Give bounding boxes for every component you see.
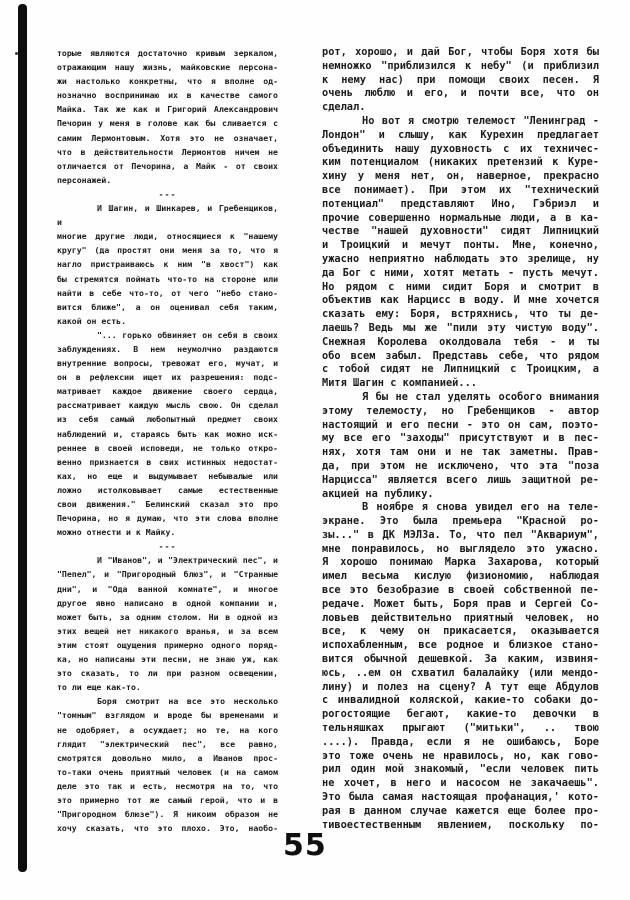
text-line: да, при этом не исключено, что эта "поза [322,459,599,472]
text-line: смотрятся довольно мило, а Иванов прос- [57,752,278,763]
text-line: сказать ему: Боря, встряхнись, что ты де- [322,308,599,321]
text-line: матривает каждое движение своего сердца, [57,386,278,397]
text-line: этим стоят ощущения примерно одного поряд- [57,639,278,650]
text-line: Я хорошо понимаю Марка Захарова, который [322,556,599,569]
text-line: и Троицкий и мечут понты. Мне, конечно, [322,239,599,252]
text-line: нозначно воспринимаю их в качестве самого [57,90,278,101]
text-line: кругу" (да простят они меня за то, что я [57,245,278,256]
text-line: глядит "электрический пес", все равно, [57,738,278,749]
text-line: потенциал" представляют Ино, Гэбриэл и [322,197,599,210]
text-line: Лондон" и слышу, как Курехин предлагает [322,128,599,141]
section-separator: --- [158,541,177,552]
text-line: наблюдений и, стараясь быть как можно иск- [57,428,278,439]
text-line: это примерно тот же самый герой, что и в [57,794,278,805]
right-text-column [322,46,599,832]
text-line: этому телемосту, но Гребенщиков - автор [322,404,599,417]
text-line: лаешь? Ведь мы же "пили эту чистую воду". [322,321,599,334]
text-line: можно отнести и к Майку. [57,527,176,538]
text-line: отражающим нашу жизнь, майковские персона- [57,62,278,73]
text-line: "Пепел", и "Пригородный блюз", и "Странные [57,569,278,580]
text-line: редаче. Может быть, Боря прав и Сергей Со- [322,597,599,610]
text-line: заблуждениях. В нем неумолчно раздаются [57,343,278,354]
text-line: вится ближе", а он оценивал себя таким, [57,301,278,312]
text-line: торые являются достаточно кривым зеркалом, [57,48,278,58]
text-line: нях, хотя там они и не так заметны. Прав- [322,446,599,459]
text-line: И "Иванов", и "Электрический пес", и [97,555,278,566]
text-line: Я бы не стал уделять особого внимания [362,390,599,403]
text-line: Майка. Так же как и Григорий Александрович [57,104,278,115]
text-line: испохабленным, все родное и близкое стано- [322,639,599,652]
text-line: немножко "приблизился к небу" (и приблизил [322,59,599,72]
text-line: найти в себе что-то, от чего "небо стано- [57,287,278,298]
text-line: ловьев действительно приятный человек, но [322,611,599,624]
text-line: реннее в своей исповеди, не только откро- [57,442,278,453]
text-line: Но рядом с ними сидит Боря и смотрит в [322,280,599,293]
text-line: В ноябре я снова увидел его на теле- [362,501,599,514]
text-line: Снежная Королева околдовала тебя - и ты [322,335,599,348]
text-line: рогостоящие бегают, какие-то девочки в [322,708,599,721]
text-line: зы..." в ДК МЭЛЗа. То, что пел "Аквариум", [322,528,599,541]
text-line: все, к чему он прикасается, оказывается [322,625,599,638]
text-line: рассматривает каждую мысль свою. Он сделал [57,400,278,411]
text-line: нагло пристраиваюсь к ним "в хвост") как [57,259,278,270]
text-line: дни", и "Ода ванной комнате", и многое [57,583,278,594]
text-line: экране. Это была премьера "Красной ро- [322,515,599,528]
text-line: юсь, ..ем он схватил балалайку (или мендо- [322,666,599,679]
text-line: он в рефлексии ищет их разрешения: подс- [57,372,278,383]
text-line: вится обычной дешевкой. За каким, извиня- [322,653,599,666]
text-line: Но вот я смотрю телемост "Ленинград - [362,114,599,127]
text-line: ....). Правда, если я не ошибаюсь, Боре [322,735,599,748]
text-line: не одобряет, а осуждает; но те, на кого [57,724,278,735]
text-line: деле это так и есть, несмотря на то, что [57,780,278,791]
text-line: многие другие люди, относящиеся к "нашему [57,231,278,242]
text-line: настоящий и его песни - это он сам, поэто- [322,418,599,431]
text-line: "... горько обвиняет он себя в своих [97,329,278,340]
text-line: рил один мой знакомый, "если человек пить [322,763,599,776]
text-line: "томным" взглядом и вроде бы временами и [57,710,278,721]
text-line: му все его "заходы" присутствуют и в пес- [322,432,599,445]
text-line: какой он есть. [57,315,127,326]
text-line: ка, но написаны эти песни, не знаю уж, как [57,654,278,665]
text-line: "Пригородном блюзе"). Я никоим образом не [57,809,278,820]
text-line: имел весьма кислую физиономию, наблюдая [322,570,599,583]
text-line: лину) и полез на сцену? А тут еще Абдулов [322,680,599,693]
text-line: то-таки очень приятный человек (и на самом [57,766,278,777]
text-line: сделал. [322,101,366,114]
scan-edge-bar [18,4,27,872]
text-line: все понимает). При этом их "технический [322,183,599,196]
text-line: бы стремятся поймать что-то на стороне или [57,273,278,284]
text-line: ужасно неприятно наблюдать это зрелище, ну [322,252,599,265]
text-line: другое явно написано в одной компании и, [57,597,278,608]
text-line: венно признается в свих истинных недостат- [57,456,278,467]
text-line: мне понравилось, но выглядело это ужасно. [322,542,599,555]
text-line: к нему нас) при помощи своих песен. Я [322,73,599,86]
text-line: И Шагин, и Шинкарев, и Гребенщиков, и [57,203,278,228]
text-line: свои движения." Белинский сказал это про [57,499,278,509]
text-line: отличается от Печорина, а Майк - от своих [57,160,278,171]
text-line: честве "нашей духовности" сидят Липницкий [322,225,599,238]
section-separator: --- [158,188,177,199]
text-line: персонажей. [57,174,112,185]
text-line: ким потенциалом (никаких претензий к Куре- [322,156,599,169]
text-line: Печорин у меня в голове как бы сливается с [57,118,278,129]
scan-speck [15,52,18,55]
left-text-column [57,46,278,835]
text-line: обо всем забыл. Представь себе, что рядом [322,349,599,362]
text-line: жи настолько конкретны, что я вполне од- [57,76,278,87]
text-line: это тоже очень не нравилось, но, как гово- [322,749,599,762]
text-line: Нарцисса" является всего лишь защитной ре- [322,473,599,486]
text-line: хину у меня нет, он, наверное, прекрасно [322,170,599,183]
text-line: тельняшках прыгают ("митьки", .. твою [322,722,599,735]
text-line: с инвалидной коляской, какие-то собаки до- [322,694,599,707]
text-line: Боря смотрит на все это несколько [97,696,278,707]
text-line: может быть, за одним столом. Ни в одной из [57,611,278,622]
text-line: прочие совершенно нормальные люди, а в ка- [322,211,599,224]
text-line: ложно истолковывает самые естественные [57,484,278,495]
text-line: этих вещей нет никакого вранья, и за всем [57,625,278,636]
text-line: Митя Шагин с компанией... [322,377,477,390]
text-line: Печорина, но я думаю, что эти слова вполне [57,513,278,524]
text-line: хочу сказать, что это плохо. Это, наобо- [57,823,278,834]
text-line: да Бог с ними, хотят метать - пусть мечут. [322,266,599,279]
text-line: с тобой сидят не Липницкий с Троицким, а [322,363,599,376]
text-line: объектив как Нарцисс в воду. И мне хочется [322,294,599,307]
text-line: объединить нашу духовность с их техничес- [322,142,599,155]
text-line: Это была самая настоящая профанация,' кото- [322,791,599,804]
text-line: акцией на публику. [322,487,434,500]
text-line: что в действительности Лермонтов ничем не [57,146,278,157]
text-line: самим Лермонтовым. Хотя это не означает, [57,132,278,143]
text-line: внутренние вопросы, тревожат его, мучат, и [57,358,278,369]
text-line: очень люблю и его, и почти все, что он [322,87,599,100]
text-line: из себя самый любопытный предмет своих [57,414,278,425]
text-line: не хочет, в него и насосом не закачаешь". [322,777,599,790]
text-line: ках, но еще и выдумывает небывалые или [57,470,278,481]
text-line: то ли еще как-то. [57,682,141,693]
text-line: все это безобразие в своей собственной пе- [322,584,599,597]
text-line: рот, хорошо, и дай Бог, чтобы Боря хотя бы [322,46,599,58]
text-line: это сказать, то ли при разном освещении, [57,668,278,679]
text-line: тивоестественным явлением, поскольку по- [322,818,599,831]
text-line: рая в данном случае кажется еще более про- [322,804,599,817]
page-number: 55 [283,828,327,863]
